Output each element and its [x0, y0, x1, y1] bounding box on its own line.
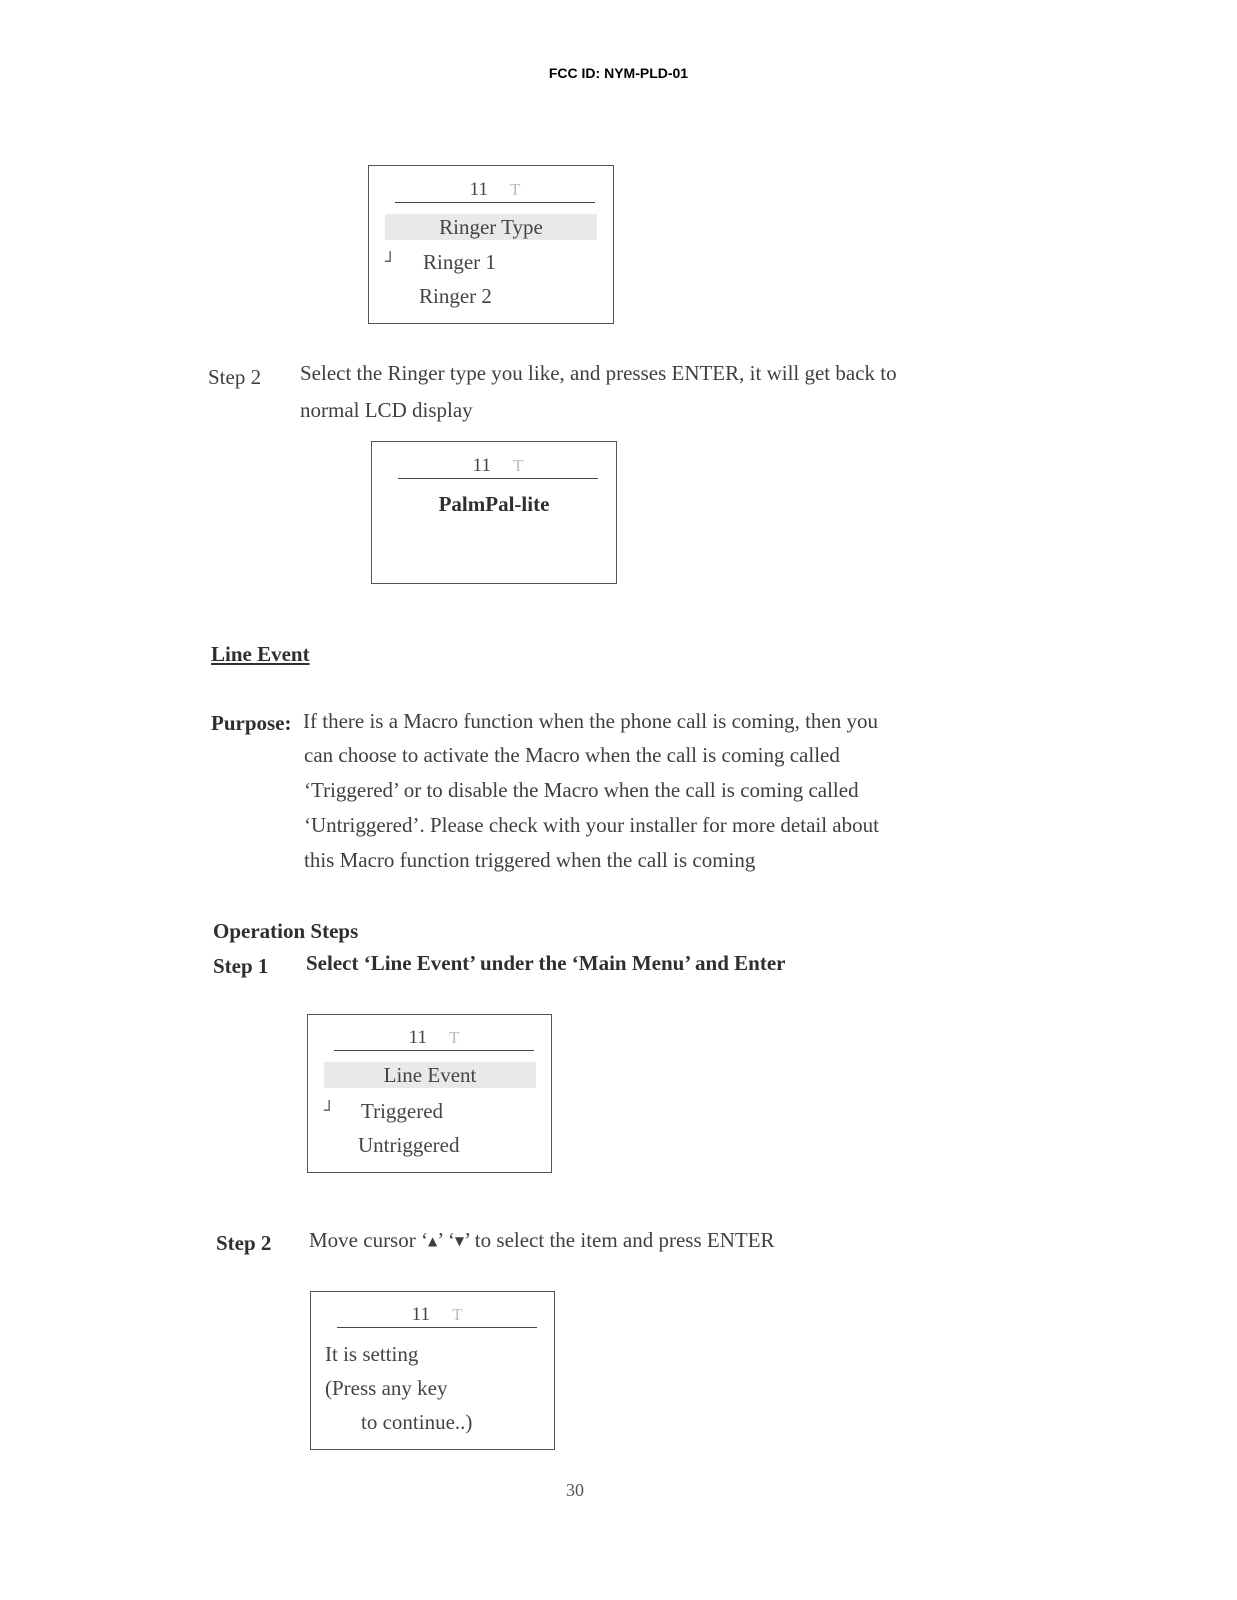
lcd-status-bar	[334, 1026, 534, 1051]
lcd-menu-title: Line Event	[324, 1062, 536, 1088]
step-text-line: Move cursor ‘▲’ ‘▼’ to select the item and press ENTER	[309, 1228, 775, 1252]
signal-icon: T	[512, 456, 524, 475]
step-text-line: Select ‘Line Event’ under the ‘Main Menu’ and Enter	[306, 951, 786, 975]
lcd-status-bar	[337, 1303, 537, 1328]
line-number: 11	[472, 455, 491, 476]
line-number: 11	[469, 179, 488, 200]
line-number: 11	[408, 1027, 427, 1048]
purpose-text-line: If there is a Macro function when the phone call is coming, then you	[303, 709, 878, 733]
step-label: Step 2	[216, 1231, 272, 1255]
purpose-label: Purpose:	[211, 711, 292, 735]
lcd-idle-display	[371, 441, 617, 584]
signal-icon: T	[448, 1028, 460, 1047]
step-label: Step 2	[208, 365, 262, 389]
lcd-menu-title: Ringer Type	[385, 214, 597, 240]
purpose-text-line: this Macro function triggered when the call is coming	[304, 848, 756, 872]
lcd-line-event	[307, 1014, 552, 1173]
line-number: 11	[411, 1304, 430, 1325]
menu-option-triggered: Triggered	[361, 1099, 444, 1123]
checkmark-icon: ┘	[324, 1101, 335, 1121]
menu-option-untriggered: Untriggered	[358, 1133, 460, 1157]
fcc-id-header: FCC ID: NYM-PLD-01	[548, 65, 689, 81]
lcd-message-line: It is setting	[325, 1342, 419, 1366]
step-label: Step 1	[213, 954, 269, 978]
lcd-status-bar	[398, 454, 598, 479]
signal-icon: T	[451, 1305, 463, 1324]
signal-icon: T	[509, 180, 521, 199]
purpose-text-line: can choose to activate the Macro when the call is coming called	[304, 743, 840, 767]
purpose-text-line: ‘Untriggered’. Please check with your installer for more detail about	[304, 813, 879, 837]
lcd-message-line: to continue..)	[361, 1410, 473, 1434]
lcd-message-line: (Press any key	[325, 1376, 448, 1400]
operation-steps-heading: Operation Steps	[213, 919, 359, 943]
down-arrow-icon: ▼	[454, 1234, 465, 1248]
menu-option-ringer-1: Ringer 1	[423, 250, 496, 274]
purpose-text-line: ‘Triggered’ or to disable the Macro when the call is coming called	[304, 778, 859, 802]
section-heading: Line Event	[211, 642, 310, 666]
checkmark-icon: ┘	[385, 252, 396, 272]
step-text-line: normal LCD display	[300, 398, 473, 422]
device-name: PalmPal-lite	[438, 492, 550, 516]
page-number: 30	[566, 1480, 584, 1500]
step-text-line: Select the Ringer type you like, and presses ENTER, it will get back to	[300, 361, 897, 385]
lcd-setting-message	[310, 1291, 555, 1450]
menu-option-ringer-2: Ringer 2	[419, 284, 492, 308]
lcd-status-bar	[395, 178, 595, 203]
up-arrow-icon: ▲	[427, 1234, 438, 1248]
lcd-ringer-type	[368, 165, 614, 324]
